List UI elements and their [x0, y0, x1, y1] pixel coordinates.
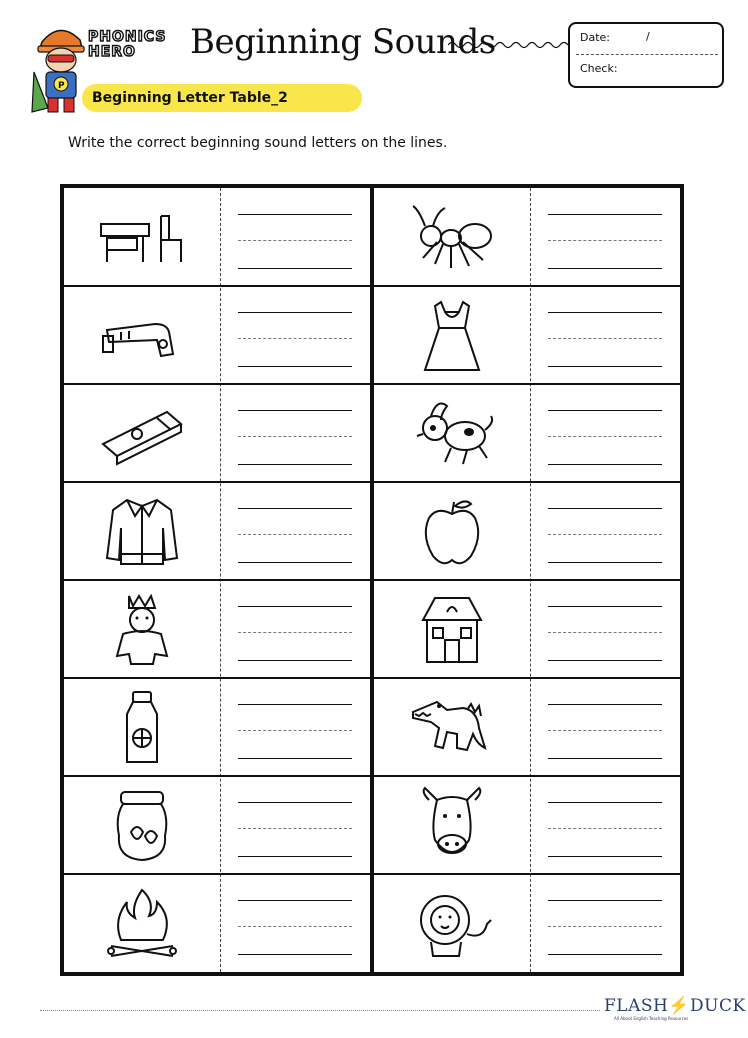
subtitle: Beginning Letter Table_2 [92, 90, 288, 106]
check-label: Check: [580, 62, 618, 75]
brand-line1: PHONICS [88, 29, 167, 45]
midline-guide [238, 436, 352, 437]
midline-guide [548, 828, 662, 829]
dog-icon [407, 394, 497, 472]
writing-line[interactable] [238, 366, 352, 367]
jacket-icon [97, 492, 187, 570]
picture-cell [382, 875, 522, 971]
ant-icon [407, 198, 497, 276]
writing-line[interactable] [548, 268, 662, 269]
midline-guide [238, 534, 352, 535]
writing-line[interactable] [548, 312, 662, 313]
midline-guide [238, 240, 352, 241]
date-check-box [568, 22, 724, 88]
picture-cell [72, 875, 212, 971]
footer-divider [40, 1010, 600, 1011]
date-divider [576, 54, 718, 55]
lion-icon [407, 884, 497, 962]
crocodile-icon [407, 688, 497, 766]
writing-line[interactable] [238, 606, 352, 607]
writing-line[interactable] [548, 704, 662, 705]
writing-line[interactable] [548, 366, 662, 367]
midline-guide [238, 926, 352, 927]
writing-line[interactable] [548, 660, 662, 661]
midline-guide [548, 632, 662, 633]
writing-line[interactable] [238, 562, 352, 563]
midline-guide [548, 240, 662, 241]
picture-cell [382, 189, 522, 285]
writing-line[interactable] [548, 758, 662, 759]
yogurt-bottle-icon [97, 688, 187, 766]
midline-guide [548, 730, 662, 731]
writing-line[interactable] [238, 704, 352, 705]
svg-text:P: P [58, 81, 65, 91]
picture-cell [72, 679, 212, 775]
logo-part1: FLASH [604, 996, 669, 1016]
picture-cell [72, 385, 212, 481]
writing-line[interactable] [548, 562, 662, 563]
date-label: Date: [580, 31, 610, 44]
writing-line[interactable] [238, 900, 352, 901]
date-slash: / [646, 30, 650, 43]
apple-icon [407, 492, 497, 570]
writing-line[interactable] [238, 268, 352, 269]
picture-cell [382, 385, 522, 481]
squiggle-decoration [448, 38, 570, 52]
writing-line[interactable] [238, 410, 352, 411]
page-title: Beginning Sounds [190, 22, 496, 62]
toy-gun-icon [97, 296, 187, 374]
fire-icon [97, 884, 187, 962]
picture-cell [72, 483, 212, 579]
picture-cell [72, 777, 212, 873]
house-icon [407, 590, 497, 668]
brand-logo [88, 30, 184, 60]
bolt-icon: ⚡ [668, 996, 691, 1016]
writing-line[interactable] [238, 312, 352, 313]
gum-pack-icon [97, 394, 187, 472]
writing-line[interactable] [238, 802, 352, 803]
midline-guide [238, 338, 352, 339]
midline-guide [548, 436, 662, 437]
logo-tagline: All About English Teaching Resources [614, 1016, 689, 1021]
midline-guide [238, 632, 352, 633]
writing-line[interactable] [238, 214, 352, 215]
dress-icon [407, 296, 497, 374]
picture-cell [382, 679, 522, 775]
picture-cell [382, 287, 522, 383]
midline-guide [548, 338, 662, 339]
picture-cell [382, 581, 522, 677]
midline-guide [548, 534, 662, 535]
writing-line[interactable] [548, 410, 662, 411]
writing-line[interactable] [548, 464, 662, 465]
writing-line[interactable] [548, 802, 662, 803]
writing-line[interactable] [238, 856, 352, 857]
writing-line[interactable] [548, 900, 662, 901]
king-icon [97, 590, 187, 668]
jam-jar-icon [97, 786, 187, 864]
midline-guide [238, 828, 352, 829]
logo-part2: DUCK [690, 996, 746, 1016]
picture-cell [382, 777, 522, 873]
worksheet-table [60, 184, 684, 976]
writing-line[interactable] [548, 214, 662, 215]
writing-line[interactable] [548, 856, 662, 857]
flashduck-logo [604, 996, 746, 1016]
desk-chair-icon [97, 198, 187, 276]
cow-icon [407, 786, 497, 864]
midline-guide [548, 926, 662, 927]
writing-line[interactable] [238, 758, 352, 759]
writing-line[interactable] [548, 954, 662, 955]
writing-line[interactable] [238, 954, 352, 955]
brand-line2: HERO [88, 44, 136, 60]
writing-line[interactable] [548, 606, 662, 607]
writing-line[interactable] [548, 508, 662, 509]
picture-cell [72, 189, 212, 285]
writing-line[interactable] [238, 508, 352, 509]
picture-cell [72, 581, 212, 677]
picture-cell [382, 483, 522, 579]
picture-cell [72, 287, 212, 383]
midline-guide [238, 730, 352, 731]
instruction-text: Write the correct beginning sound letters on the lines. [68, 135, 448, 151]
writing-line[interactable] [238, 464, 352, 465]
writing-line[interactable] [238, 660, 352, 661]
